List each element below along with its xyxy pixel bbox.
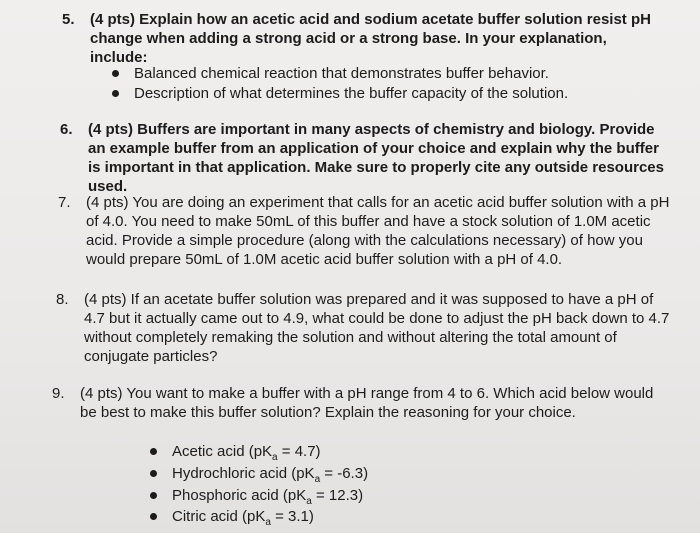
question-6 <box>60 120 670 196</box>
bullet-icon <box>150 513 157 520</box>
question-number: 5. <box>62 11 75 28</box>
question-text: (4 pts) You are doing an experiment that calls for an acetic acid buffer solution with a pH of 4.0. You need to make 50mL of this buffer and have a stock solution of 1.0M acetic acid. Provide a simple procedure (along with the calculations necessary) of how you would prepare 50mL of 1.0M acetic acid buffer solution with a pH of 4.0. <box>86 194 670 268</box>
bullet-icon <box>112 70 119 77</box>
question-text: (4 pts) If an acetate buffer solution was prepared and it was supposed to have a pH of 4.7 but it actually came out to 4.9, what could be done to adjust the pH back down to 4.7 without completely remaking the solution and without altering the total amount of conjugate particles? <box>84 291 670 365</box>
list-item: Hydrochloric acid $(pK_a = -6.3)$ <box>150 464 368 483</box>
question-7 <box>58 193 676 269</box>
bullet-icon <box>150 448 157 455</box>
bullet-icon <box>112 90 119 97</box>
list-item: Citric acid $(pK_a = 3.1)$ <box>150 507 314 526</box>
question-number: 9. <box>52 385 65 402</box>
bullet-icon <box>150 492 157 499</box>
question-text: (4 pts) You want to make a buffer with a pH range from 4 to 6. Which acid below would be best to make this buffer solution? Explain the reasoning for your choice. <box>80 385 654 421</box>
question-8 <box>56 290 676 366</box>
list-item: Phosphoric acid $(pK_a = 12.3)$ <box>150 486 363 505</box>
question-number: 6. <box>60 121 73 138</box>
question-number: 8. <box>56 291 69 308</box>
bullet-icon <box>150 470 157 477</box>
question-5 <box>62 10 662 67</box>
list-item: Acetic acid $(pK_a = 4.7)$ <box>150 442 321 461</box>
question-9 <box>52 384 670 422</box>
list-item: Description of what determines the buffer capacity of the solution. <box>112 84 568 103</box>
question-text: (4 pts) Buffers are important in many aspects of chemistry and biology. Provide an example buffer from an application of your choice and explain why the buffer is important in that application. Make sure to properly cite any outside resources used. <box>88 121 664 195</box>
list-item: Balanced chemical reaction that demonstrates buffer behavior. <box>112 64 549 83</box>
question-text: (4 pts) Explain how an acetic acid and sodium acetate buffer solution resist pH change when adding a strong acid or a strong base. In your explanation, include: <box>90 11 651 66</box>
question-number: 7. <box>58 194 71 211</box>
